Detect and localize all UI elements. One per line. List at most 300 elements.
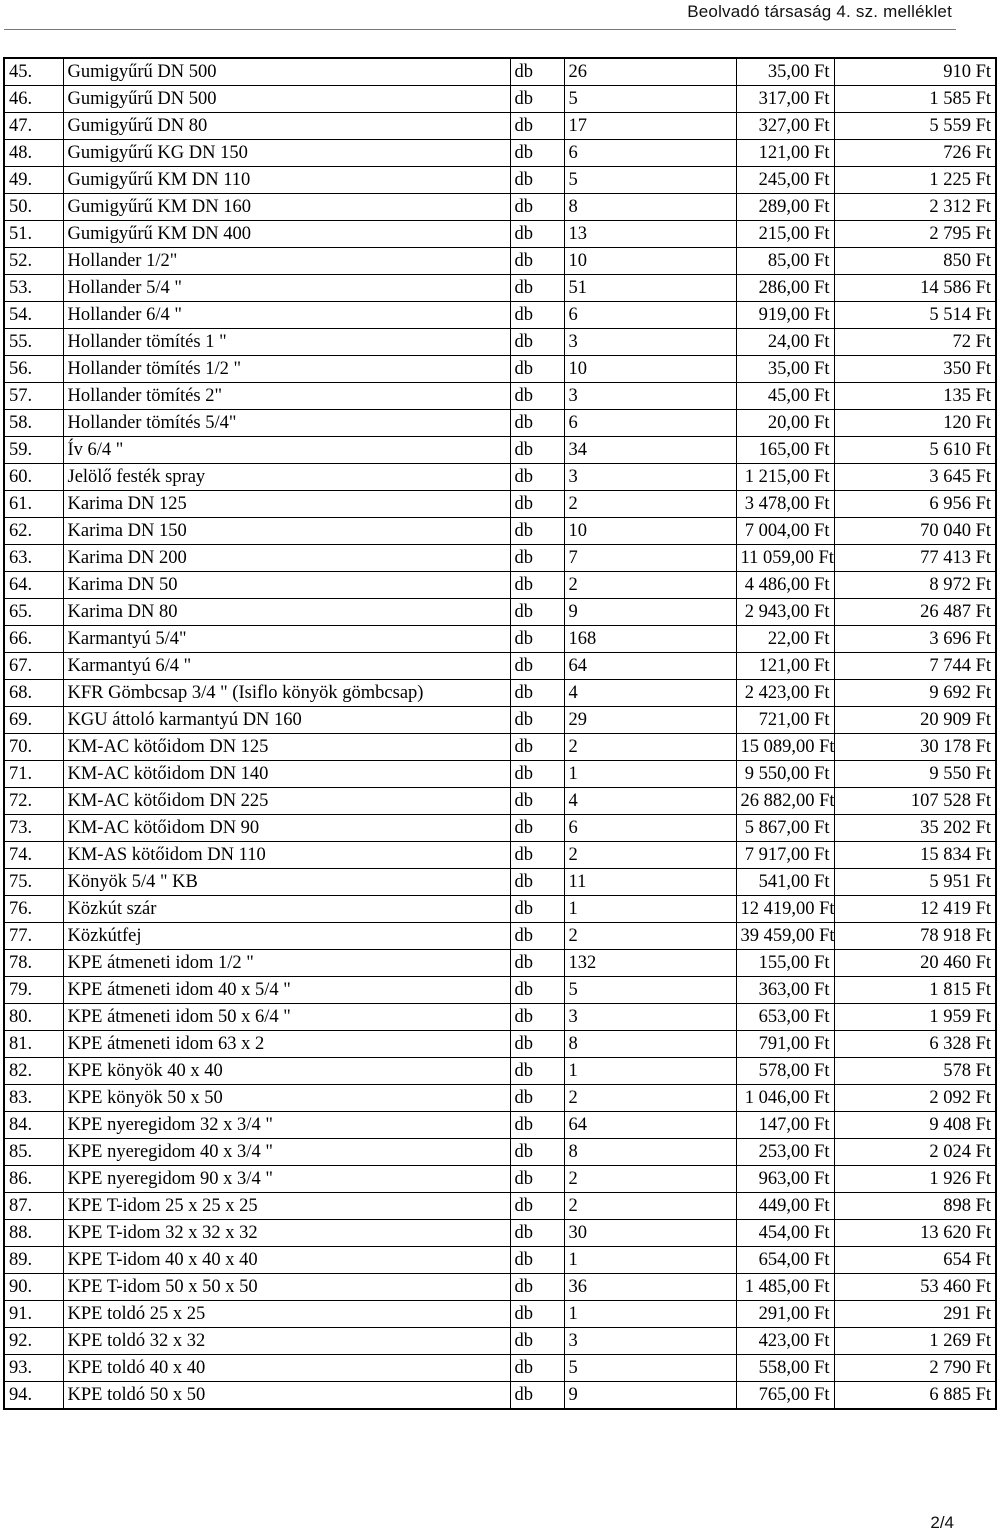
quantity-cell: 10 bbox=[564, 248, 736, 275]
row-number-cell: 72. bbox=[4, 788, 63, 815]
table-row bbox=[4, 518, 996, 545]
row-number-cell: 85. bbox=[4, 1139, 63, 1166]
unit-price-cell: 454,00 Ft bbox=[736, 1220, 834, 1247]
total-price-cell: 13 620 Ft bbox=[834, 1220, 996, 1247]
unit-cell: db bbox=[510, 464, 564, 491]
unit-price-cell: 26 882,00 Ft bbox=[736, 788, 834, 815]
row-number-cell: 45. bbox=[4, 58, 63, 86]
row-number-cell: 71. bbox=[4, 761, 63, 788]
item-name-cell: Gumigyűrű DN 500 bbox=[63, 58, 510, 86]
unit-price-cell: 423,00 Ft bbox=[736, 1328, 834, 1355]
row-number-cell: 50. bbox=[4, 194, 63, 221]
row-number-cell: 54. bbox=[4, 302, 63, 329]
total-price-cell: 2 092 Ft bbox=[834, 1085, 996, 1112]
table-row bbox=[4, 410, 996, 437]
quantity-cell: 34 bbox=[564, 437, 736, 464]
unit-price-cell: 363,00 Ft bbox=[736, 977, 834, 1004]
item-name-cell: KM-AC kötőidom DN 225 bbox=[63, 788, 510, 815]
item-name-cell: Karima DN 50 bbox=[63, 572, 510, 599]
unit-cell: db bbox=[510, 518, 564, 545]
row-number-cell: 77. bbox=[4, 923, 63, 950]
quantity-cell: 5 bbox=[564, 167, 736, 194]
row-number-cell: 61. bbox=[4, 491, 63, 518]
unit-price-cell: 1 485,00 Ft bbox=[736, 1274, 834, 1301]
unit-cell: db bbox=[510, 1166, 564, 1193]
row-number-cell: 78. bbox=[4, 950, 63, 977]
table-row bbox=[4, 302, 996, 329]
unit-price-cell: 165,00 Ft bbox=[736, 437, 834, 464]
unit-price-cell: 289,00 Ft bbox=[736, 194, 834, 221]
unit-cell: db bbox=[510, 869, 564, 896]
item-name-cell: KPE T-idom 50 x 50 x 50 bbox=[63, 1274, 510, 1301]
row-number-cell: 93. bbox=[4, 1355, 63, 1382]
quantity-cell: 2 bbox=[564, 734, 736, 761]
row-number-cell: 63. bbox=[4, 545, 63, 572]
total-price-cell: 2 312 Ft bbox=[834, 194, 996, 221]
inventory-table-body bbox=[4, 58, 996, 1409]
unit-price-cell: 449,00 Ft bbox=[736, 1193, 834, 1220]
total-price-cell: 726 Ft bbox=[834, 140, 996, 167]
quantity-cell: 2 bbox=[564, 1166, 736, 1193]
quantity-cell: 7 bbox=[564, 545, 736, 572]
unit-price-cell: 654,00 Ft bbox=[736, 1247, 834, 1274]
total-price-cell: 1 926 Ft bbox=[834, 1166, 996, 1193]
unit-price-cell: 2 943,00 Ft bbox=[736, 599, 834, 626]
unit-price-cell: 5 867,00 Ft bbox=[736, 815, 834, 842]
quantity-cell: 11 bbox=[564, 869, 736, 896]
item-name-cell: Könyök 5/4 " KB bbox=[63, 869, 510, 896]
unit-cell: db bbox=[510, 167, 564, 194]
item-name-cell: Gumigyűrű KG DN 150 bbox=[63, 140, 510, 167]
total-price-cell: 6 956 Ft bbox=[834, 491, 996, 518]
total-price-cell: 5 559 Ft bbox=[834, 113, 996, 140]
row-number-cell: 69. bbox=[4, 707, 63, 734]
table-row bbox=[4, 248, 996, 275]
row-number-cell: 89. bbox=[4, 1247, 63, 1274]
item-name-cell: KPE átmeneti idom 50 x 6/4 " bbox=[63, 1004, 510, 1031]
total-price-cell: 850 Ft bbox=[834, 248, 996, 275]
unit-price-cell: 558,00 Ft bbox=[736, 1355, 834, 1382]
total-price-cell: 910 Ft bbox=[834, 58, 996, 86]
quantity-cell: 10 bbox=[564, 356, 736, 383]
total-price-cell: 2 795 Ft bbox=[834, 221, 996, 248]
table-row bbox=[4, 950, 996, 977]
quantity-cell: 6 bbox=[564, 410, 736, 437]
table-row bbox=[4, 1382, 996, 1410]
quantity-cell: 13 bbox=[564, 221, 736, 248]
unit-price-cell: 245,00 Ft bbox=[736, 167, 834, 194]
quantity-cell: 1 bbox=[564, 896, 736, 923]
unit-price-cell: 15 089,00 Ft bbox=[736, 734, 834, 761]
total-price-cell: 20 909 Ft bbox=[834, 707, 996, 734]
total-price-cell: 6 885 Ft bbox=[834, 1382, 996, 1410]
total-price-cell: 2 024 Ft bbox=[834, 1139, 996, 1166]
table-row bbox=[4, 491, 996, 518]
unit-price-cell: 7 917,00 Ft bbox=[736, 842, 834, 869]
row-number-cell: 52. bbox=[4, 248, 63, 275]
table-row bbox=[4, 1004, 996, 1031]
quantity-cell: 51 bbox=[564, 275, 736, 302]
item-name-cell: Karima DN 200 bbox=[63, 545, 510, 572]
unit-cell: db bbox=[510, 977, 564, 1004]
row-number-cell: 48. bbox=[4, 140, 63, 167]
row-number-cell: 79. bbox=[4, 977, 63, 1004]
row-number-cell: 82. bbox=[4, 1058, 63, 1085]
unit-price-cell: 24,00 Ft bbox=[736, 329, 834, 356]
unit-cell: db bbox=[510, 707, 564, 734]
row-number-cell: 56. bbox=[4, 356, 63, 383]
item-name-cell: KM-AC kötőidom DN 140 bbox=[63, 761, 510, 788]
quantity-cell: 64 bbox=[564, 653, 736, 680]
unit-price-cell: 291,00 Ft bbox=[736, 1301, 834, 1328]
total-price-cell: 9 550 Ft bbox=[834, 761, 996, 788]
quantity-cell: 64 bbox=[564, 1112, 736, 1139]
unit-cell: db bbox=[510, 221, 564, 248]
quantity-cell: 36 bbox=[564, 1274, 736, 1301]
table-row bbox=[4, 1112, 996, 1139]
quantity-cell: 17 bbox=[564, 113, 736, 140]
item-name-cell: KPE átmeneti idom 63 x 2 bbox=[63, 1031, 510, 1058]
row-number-cell: 67. bbox=[4, 653, 63, 680]
table-row bbox=[4, 815, 996, 842]
unit-price-cell: 3 478,00 Ft bbox=[736, 491, 834, 518]
total-price-cell: 35 202 Ft bbox=[834, 815, 996, 842]
item-name-cell: KPE nyeregidom 90 x 3/4 " bbox=[63, 1166, 510, 1193]
unit-price-cell: 9 550,00 Ft bbox=[736, 761, 834, 788]
unit-price-cell: 1 215,00 Ft bbox=[736, 464, 834, 491]
table-row bbox=[4, 356, 996, 383]
row-number-cell: 86. bbox=[4, 1166, 63, 1193]
unit-cell: db bbox=[510, 1355, 564, 1382]
unit-cell: db bbox=[510, 410, 564, 437]
unit-cell: db bbox=[510, 1328, 564, 1355]
quantity-cell: 2 bbox=[564, 842, 736, 869]
table-row bbox=[4, 1058, 996, 1085]
item-name-cell: Gumigyűrű KM DN 400 bbox=[63, 221, 510, 248]
table-row bbox=[4, 1085, 996, 1112]
quantity-cell: 8 bbox=[564, 1031, 736, 1058]
table-row bbox=[4, 923, 996, 950]
total-price-cell: 9 692 Ft bbox=[834, 680, 996, 707]
unit-price-cell: 11 059,00 Ft bbox=[736, 545, 834, 572]
item-name-cell: KM-AC kötőidom DN 125 bbox=[63, 734, 510, 761]
row-number-cell: 81. bbox=[4, 1031, 63, 1058]
quantity-cell: 2 bbox=[564, 1193, 736, 1220]
item-name-cell: Közkút szár bbox=[63, 896, 510, 923]
unit-price-cell: 35,00 Ft bbox=[736, 356, 834, 383]
row-number-cell: 74. bbox=[4, 842, 63, 869]
table-row bbox=[4, 329, 996, 356]
total-price-cell: 898 Ft bbox=[834, 1193, 996, 1220]
quantity-cell: 6 bbox=[564, 302, 736, 329]
unit-cell: db bbox=[510, 1031, 564, 1058]
quantity-cell: 3 bbox=[564, 1328, 736, 1355]
item-name-cell: Gumigyűrű DN 500 bbox=[63, 86, 510, 113]
table-row bbox=[4, 140, 996, 167]
unit-cell: db bbox=[510, 275, 564, 302]
table-row bbox=[4, 275, 996, 302]
item-name-cell: Hollander 6/4 " bbox=[63, 302, 510, 329]
table-row bbox=[4, 977, 996, 1004]
quantity-cell: 1 bbox=[564, 1058, 736, 1085]
quantity-cell: 4 bbox=[564, 680, 736, 707]
quantity-cell: 8 bbox=[564, 194, 736, 221]
item-name-cell: Gumigyűrű DN 80 bbox=[63, 113, 510, 140]
row-number-cell: 64. bbox=[4, 572, 63, 599]
item-name-cell: Jelölő festék spray bbox=[63, 464, 510, 491]
unit-cell: db bbox=[510, 653, 564, 680]
table-row bbox=[4, 383, 996, 410]
unit-cell: db bbox=[510, 923, 564, 950]
total-price-cell: 12 419 Ft bbox=[834, 896, 996, 923]
row-number-cell: 88. bbox=[4, 1220, 63, 1247]
quantity-cell: 1 bbox=[564, 1301, 736, 1328]
row-number-cell: 46. bbox=[4, 86, 63, 113]
total-price-cell: 9 408 Ft bbox=[834, 1112, 996, 1139]
row-number-cell: 57. bbox=[4, 383, 63, 410]
table-row bbox=[4, 626, 996, 653]
table-row bbox=[4, 788, 996, 815]
page-number: 2/4 bbox=[930, 1513, 954, 1532]
quantity-cell: 3 bbox=[564, 464, 736, 491]
unit-price-cell: 286,00 Ft bbox=[736, 275, 834, 302]
item-name-cell: KFR Gömbcsap 3/4 " (Isiflo könyök gömbcsap) bbox=[63, 680, 510, 707]
total-price-cell: 77 413 Ft bbox=[834, 545, 996, 572]
quantity-cell: 2 bbox=[564, 491, 736, 518]
unit-cell: db bbox=[510, 1247, 564, 1274]
total-price-cell: 135 Ft bbox=[834, 383, 996, 410]
quantity-cell: 30 bbox=[564, 1220, 736, 1247]
table-row bbox=[4, 896, 996, 923]
unit-price-cell: 541,00 Ft bbox=[736, 869, 834, 896]
unit-price-cell: 155,00 Ft bbox=[736, 950, 834, 977]
unit-price-cell: 147,00 Ft bbox=[736, 1112, 834, 1139]
item-name-cell: Hollander tömítés 1 " bbox=[63, 329, 510, 356]
unit-price-cell: 791,00 Ft bbox=[736, 1031, 834, 1058]
total-price-cell: 14 586 Ft bbox=[834, 275, 996, 302]
table-row bbox=[4, 113, 996, 140]
item-name-cell: KPE T-idom 40 x 40 x 40 bbox=[63, 1247, 510, 1274]
item-name-cell: Hollander tömítés 1/2 " bbox=[63, 356, 510, 383]
unit-price-cell: 45,00 Ft bbox=[736, 383, 834, 410]
quantity-cell: 3 bbox=[564, 1004, 736, 1031]
item-name-cell: KPE könyök 50 x 50 bbox=[63, 1085, 510, 1112]
item-name-cell: Gumigyűrű KM DN 160 bbox=[63, 194, 510, 221]
unit-price-cell: 253,00 Ft bbox=[736, 1139, 834, 1166]
item-name-cell: KPE nyeregidom 40 x 3/4 " bbox=[63, 1139, 510, 1166]
total-price-cell: 15 834 Ft bbox=[834, 842, 996, 869]
item-name-cell: KPE T-idom 32 x 32 x 32 bbox=[63, 1220, 510, 1247]
table-row bbox=[4, 653, 996, 680]
quantity-cell: 9 bbox=[564, 599, 736, 626]
total-price-cell: 3 645 Ft bbox=[834, 464, 996, 491]
unit-cell: db bbox=[510, 194, 564, 221]
row-number-cell: 53. bbox=[4, 275, 63, 302]
table-row bbox=[4, 1247, 996, 1274]
total-price-cell: 5 951 Ft bbox=[834, 869, 996, 896]
item-name-cell: Karima DN 80 bbox=[63, 599, 510, 626]
total-price-cell: 1 269 Ft bbox=[834, 1328, 996, 1355]
document-title: Beolvadó társaság 4. sz. melléklet bbox=[687, 2, 952, 21]
quantity-cell: 10 bbox=[564, 518, 736, 545]
unit-cell: db bbox=[510, 356, 564, 383]
item-name-cell: KPE átmeneti idom 1/2 " bbox=[63, 950, 510, 977]
row-number-cell: 55. bbox=[4, 329, 63, 356]
quantity-cell: 132 bbox=[564, 950, 736, 977]
total-price-cell: 8 972 Ft bbox=[834, 572, 996, 599]
item-name-cell: KGU áttoló karmantyú DN 160 bbox=[63, 707, 510, 734]
item-name-cell: KPE átmeneti idom 40 x 5/4 " bbox=[63, 977, 510, 1004]
total-price-cell: 3 696 Ft bbox=[834, 626, 996, 653]
unit-price-cell: 39 459,00 Ft bbox=[736, 923, 834, 950]
item-name-cell: Gumigyűrű KM DN 110 bbox=[63, 167, 510, 194]
unit-cell: db bbox=[510, 1220, 564, 1247]
item-name-cell: KPE toldó 50 x 50 bbox=[63, 1382, 510, 1410]
unit-cell: db bbox=[510, 1301, 564, 1328]
quantity-cell: 2 bbox=[564, 572, 736, 599]
item-name-cell: Ív 6/4 " bbox=[63, 437, 510, 464]
row-number-cell: 49. bbox=[4, 167, 63, 194]
unit-cell: db bbox=[510, 491, 564, 518]
quantity-cell: 168 bbox=[564, 626, 736, 653]
unit-cell: db bbox=[510, 1085, 564, 1112]
row-number-cell: 87. bbox=[4, 1193, 63, 1220]
quantity-cell: 5 bbox=[564, 86, 736, 113]
unit-cell: db bbox=[510, 329, 564, 356]
item-name-cell: KPE T-idom 25 x 25 x 25 bbox=[63, 1193, 510, 1220]
unit-cell: db bbox=[510, 1058, 564, 1085]
item-name-cell: Karima DN 150 bbox=[63, 518, 510, 545]
row-number-cell: 47. bbox=[4, 113, 63, 140]
total-price-cell: 26 487 Ft bbox=[834, 599, 996, 626]
unit-price-cell: 2 423,00 Ft bbox=[736, 680, 834, 707]
unit-price-cell: 215,00 Ft bbox=[736, 221, 834, 248]
unit-price-cell: 85,00 Ft bbox=[736, 248, 834, 275]
item-name-cell: Karmantyú 6/4 " bbox=[63, 653, 510, 680]
table-row bbox=[4, 1193, 996, 1220]
table-row bbox=[4, 1166, 996, 1193]
item-name-cell: Hollander tömítés 2" bbox=[63, 383, 510, 410]
row-number-cell: 58. bbox=[4, 410, 63, 437]
total-price-cell: 291 Ft bbox=[834, 1301, 996, 1328]
table-row bbox=[4, 761, 996, 788]
total-price-cell: 1 585 Ft bbox=[834, 86, 996, 113]
unit-cell: db bbox=[510, 1112, 564, 1139]
unit-cell: db bbox=[510, 140, 564, 167]
table-row bbox=[4, 680, 996, 707]
unit-cell: db bbox=[510, 1193, 564, 1220]
total-price-cell: 5 514 Ft bbox=[834, 302, 996, 329]
item-name-cell: KPE toldó 25 x 25 bbox=[63, 1301, 510, 1328]
table-row bbox=[4, 1355, 996, 1382]
total-price-cell: 1 225 Ft bbox=[834, 167, 996, 194]
unit-cell: db bbox=[510, 86, 564, 113]
unit-price-cell: 653,00 Ft bbox=[736, 1004, 834, 1031]
table-row bbox=[4, 869, 996, 896]
row-number-cell: 90. bbox=[4, 1274, 63, 1301]
unit-cell: db bbox=[510, 437, 564, 464]
quantity-cell: 5 bbox=[564, 1355, 736, 1382]
row-number-cell: 70. bbox=[4, 734, 63, 761]
quantity-cell: 4 bbox=[564, 788, 736, 815]
unit-price-cell: 20,00 Ft bbox=[736, 410, 834, 437]
unit-price-cell: 22,00 Ft bbox=[736, 626, 834, 653]
unit-cell: db bbox=[510, 815, 564, 842]
table-row bbox=[4, 1139, 996, 1166]
table-row bbox=[4, 572, 996, 599]
unit-price-cell: 963,00 Ft bbox=[736, 1166, 834, 1193]
row-number-cell: 91. bbox=[4, 1301, 63, 1328]
unit-price-cell: 765,00 Ft bbox=[736, 1382, 834, 1410]
quantity-cell: 2 bbox=[564, 1085, 736, 1112]
quantity-cell: 1 bbox=[564, 1247, 736, 1274]
total-price-cell: 654 Ft bbox=[834, 1247, 996, 1274]
unit-cell: db bbox=[510, 302, 564, 329]
item-name-cell: Hollander 5/4 " bbox=[63, 275, 510, 302]
table-row bbox=[4, 707, 996, 734]
quantity-cell: 29 bbox=[564, 707, 736, 734]
item-name-cell: KM-AS kötőidom DN 110 bbox=[63, 842, 510, 869]
table-row bbox=[4, 842, 996, 869]
quantity-cell: 2 bbox=[564, 923, 736, 950]
unit-cell: db bbox=[510, 1004, 564, 1031]
total-price-cell: 5 610 Ft bbox=[834, 437, 996, 464]
total-price-cell: 70 040 Ft bbox=[834, 518, 996, 545]
unit-price-cell: 327,00 Ft bbox=[736, 113, 834, 140]
quantity-cell: 26 bbox=[564, 58, 736, 86]
quantity-cell: 3 bbox=[564, 383, 736, 410]
total-price-cell: 107 528 Ft bbox=[834, 788, 996, 815]
total-price-cell: 7 744 Ft bbox=[834, 653, 996, 680]
unit-cell: db bbox=[510, 896, 564, 923]
inventory-table bbox=[3, 57, 997, 1410]
quantity-cell: 9 bbox=[564, 1382, 736, 1410]
row-number-cell: 94. bbox=[4, 1382, 63, 1410]
unit-cell: db bbox=[510, 545, 564, 572]
item-name-cell: KM-AC kötőidom DN 90 bbox=[63, 815, 510, 842]
row-number-cell: 59. bbox=[4, 437, 63, 464]
table-row bbox=[4, 464, 996, 491]
total-price-cell: 1 959 Ft bbox=[834, 1004, 996, 1031]
row-number-cell: 83. bbox=[4, 1085, 63, 1112]
row-number-cell: 51. bbox=[4, 221, 63, 248]
unit-cell: db bbox=[510, 113, 564, 140]
header-divider bbox=[4, 29, 956, 30]
quantity-cell: 8 bbox=[564, 1139, 736, 1166]
unit-price-cell: 12 419,00 Ft bbox=[736, 896, 834, 923]
unit-price-cell: 721,00 Ft bbox=[736, 707, 834, 734]
item-name-cell: KPE toldó 32 x 32 bbox=[63, 1328, 510, 1355]
row-number-cell: 68. bbox=[4, 680, 63, 707]
table-row bbox=[4, 167, 996, 194]
unit-cell: db bbox=[510, 626, 564, 653]
unit-cell: db bbox=[510, 680, 564, 707]
unit-cell: db bbox=[510, 950, 564, 977]
row-number-cell: 92. bbox=[4, 1328, 63, 1355]
row-number-cell: 65. bbox=[4, 599, 63, 626]
item-name-cell: KPE könyök 40 x 40 bbox=[63, 1058, 510, 1085]
total-price-cell: 578 Ft bbox=[834, 1058, 996, 1085]
total-price-cell: 350 Ft bbox=[834, 356, 996, 383]
unit-cell: db bbox=[510, 761, 564, 788]
total-price-cell: 6 328 Ft bbox=[834, 1031, 996, 1058]
total-price-cell: 120 Ft bbox=[834, 410, 996, 437]
total-price-cell: 72 Ft bbox=[834, 329, 996, 356]
item-name-cell: Hollander tömítés 5/4" bbox=[63, 410, 510, 437]
row-number-cell: 84. bbox=[4, 1112, 63, 1139]
table-row bbox=[4, 1301, 996, 1328]
table-row bbox=[4, 58, 996, 86]
